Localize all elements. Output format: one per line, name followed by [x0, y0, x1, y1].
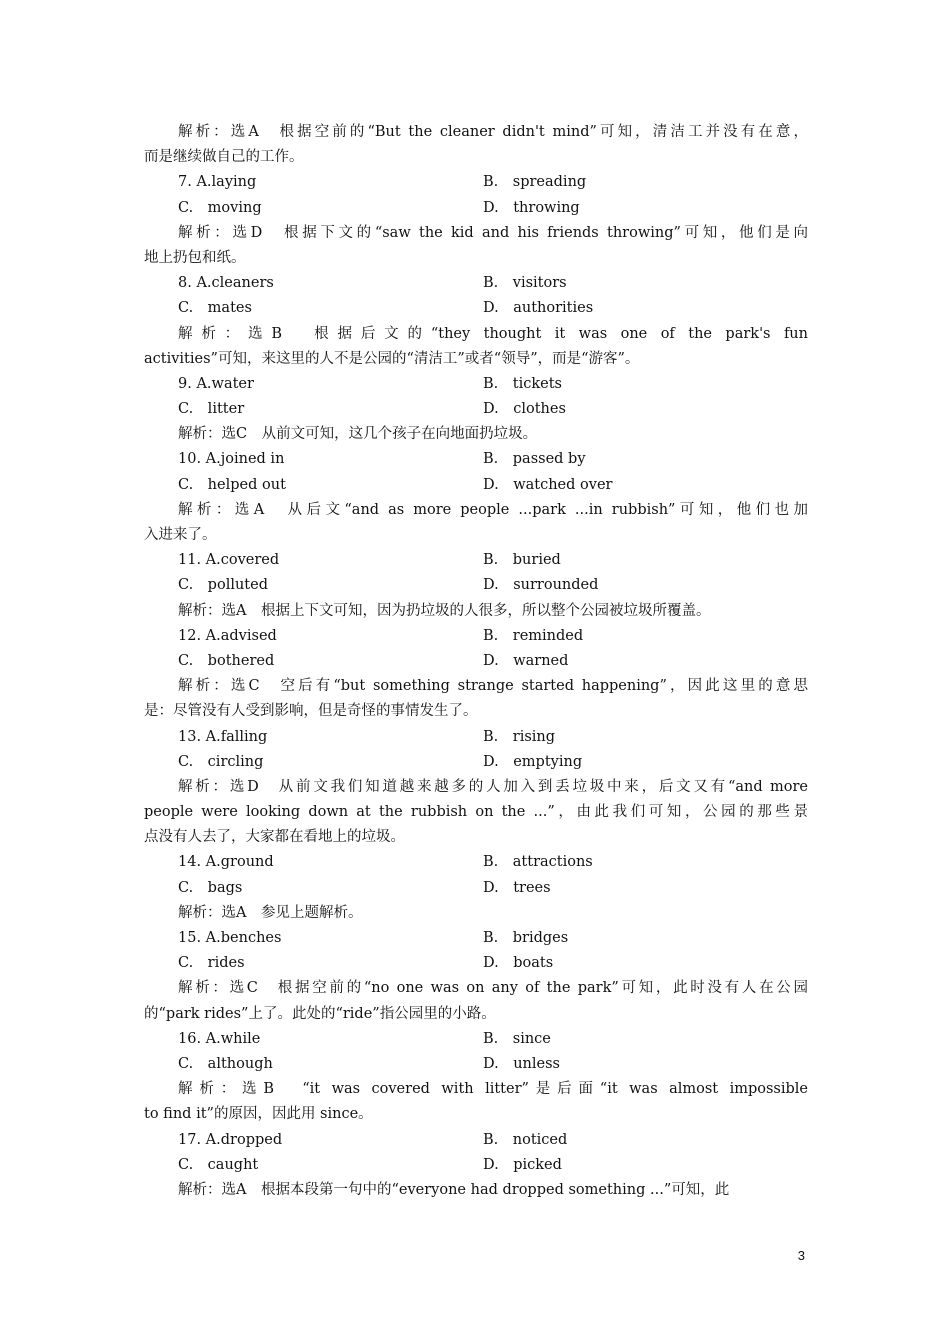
option-c: C. although: [178, 1055, 273, 1072]
explanation-line: to find it”的原因，因此用 since。: [144, 1106, 373, 1123]
option-a: A.advised: [205, 627, 277, 644]
answer-key-content: [144, 120, 808, 1203]
explanation-line: 入进来了。: [144, 527, 217, 543]
option-b: B. reminded: [483, 627, 584, 644]
option-left: [178, 372, 483, 397]
explanation-line: 解析：选B 根据后文的“they thought it was one of the park's fun: [178, 325, 808, 342]
explanation-line: 点没有人去了，大家都在看地上的垃圾。: [144, 829, 405, 846]
option-b: B. tickets: [483, 375, 562, 392]
question-options: [144, 850, 808, 900]
option-row: [144, 649, 808, 674]
explanation-line: 解析：选C 从前文可知，这几个孩子在向地面扔垃圾。: [178, 426, 538, 443]
question-number: 14.: [178, 854, 202, 871]
option-d: D. emptying: [483, 753, 583, 770]
option-a: A.joined in: [205, 451, 285, 468]
option-b: B. attractions: [483, 854, 593, 871]
explanation-line: 解析：选C 空后有“but something strange started happening”，因此这里的意思: [178, 678, 808, 695]
explanation-block: [144, 322, 808, 372]
question-number: 10.: [178, 451, 202, 468]
option-row: [144, 548, 808, 573]
option-d: D. trees: [483, 879, 551, 896]
question-number: 16.: [178, 1030, 202, 1047]
option-c: C. caught: [178, 1156, 259, 1173]
question-options: [144, 170, 808, 220]
option-a: A.ground: [205, 854, 274, 871]
question-options: [144, 271, 808, 321]
option-left: [178, 624, 483, 649]
option-left: [178, 271, 483, 296]
option-row: [144, 1153, 808, 1178]
explanation-line: people were looking down at the rubbish on the ...”，由此我们可知，公园的那些景: [144, 804, 808, 821]
option-row: [144, 573, 808, 598]
option-b: B. rising: [483, 728, 556, 745]
option-row: [144, 926, 808, 951]
option-row: [144, 750, 808, 775]
explanation-line: 地上扔包和纸。: [144, 249, 246, 266]
option-c: C. moving: [178, 199, 262, 216]
explanation-line: 解析：选A 根据本段第一句中的“everyone had dropped something ...”可知，此: [178, 1181, 730, 1198]
explanation-line: activities”可知，来这里的人不是公园的“清洁工”或者“领导”，而是“游客”。: [144, 350, 640, 367]
question-number: 11.: [178, 552, 202, 569]
question-number: 15.: [178, 930, 202, 946]
option-d: D. surrounded: [483, 577, 599, 594]
option-left: [178, 951, 483, 976]
option-c: C. polluted: [178, 577, 269, 594]
option-left: [178, 1128, 483, 1153]
explanation-block: [144, 599, 808, 624]
question-options: [144, 447, 808, 497]
option-left: [178, 850, 483, 875]
option-d: D. picked: [483, 1156, 562, 1173]
option-row: [144, 1027, 808, 1052]
option-c: C. litter: [178, 401, 245, 418]
option-left: [178, 1027, 483, 1052]
option-d: D. clothes: [483, 401, 566, 418]
question-number: 7.: [178, 174, 192, 191]
question-options: [144, 548, 808, 598]
option-b: B. passed by: [483, 451, 586, 468]
option-left: [178, 296, 483, 321]
option-row: [144, 447, 808, 472]
option-b: B. spreading: [483, 174, 587, 191]
option-a: A.water: [196, 375, 254, 392]
option-row: [144, 876, 808, 901]
option-left: [178, 1153, 483, 1178]
explanation-block: [144, 775, 808, 851]
option-a: A.benches: [205, 930, 282, 946]
option-row: [144, 397, 808, 422]
explanation-line: 解析：选A 根据空前的“But the cleaner didn't mind”可知，清洁工并没有在意，: [178, 124, 808, 140]
question-number: 17.: [178, 1131, 202, 1148]
option-a: A.falling: [205, 728, 268, 745]
option-d: D. throwing: [483, 199, 580, 216]
option-left: [178, 548, 483, 573]
option-row: [144, 951, 808, 976]
explanation-line: 解析：选A 从后文“and as more people ...park ...in rubbish”可知，他们也加: [178, 501, 808, 518]
option-b: B. since: [483, 1030, 551, 1047]
option-row: [144, 624, 808, 649]
explanation-line: 解析：选B “it was covered with litter”是后面“it was almost impossible: [178, 1081, 808, 1098]
explanation-block: [144, 221, 808, 271]
explanation-line: 解析：选D 根据下文的“saw the kid and his friends throwing”可知，他们是向: [178, 224, 808, 241]
option-b: B. buried: [483, 552, 561, 569]
option-left: [178, 196, 483, 221]
option-left: [178, 876, 483, 901]
question-number: 8.: [178, 275, 192, 292]
option-b: B. bridges: [483, 930, 569, 946]
explanation-block: [144, 498, 808, 548]
option-c: C. bothered: [178, 652, 275, 669]
option-d: D. warned: [483, 652, 569, 669]
option-left: [178, 649, 483, 674]
option-row: [144, 271, 808, 296]
explanation-line: 的“park rides”上了。此处的“ride”指公园里的小路。: [144, 1005, 496, 1022]
option-row: [144, 196, 808, 221]
option-d: D. unless: [483, 1055, 560, 1072]
option-row: [144, 850, 808, 875]
explanation-line: 解析：选D 从前文我们知道越来越多的人加入到丢垃圾中来，后文又有“and more: [178, 778, 808, 795]
option-row: [144, 1052, 808, 1077]
explanation-block: [144, 1077, 808, 1127]
option-a: A.cleaners: [196, 275, 274, 292]
option-c: C. rides: [178, 955, 245, 972]
option-c: C. mates: [178, 300, 252, 317]
option-row: [144, 296, 808, 321]
explanation-block: [144, 976, 808, 1026]
question-options: [144, 1128, 808, 1178]
question-options: [144, 624, 808, 674]
explanation-block: [144, 674, 808, 724]
option-left: [178, 926, 483, 951]
question-number: 13.: [178, 728, 202, 745]
option-row: [144, 725, 808, 750]
option-row: [144, 170, 808, 195]
option-left: [178, 397, 483, 422]
explanation-block: [144, 1178, 808, 1203]
option-left: [178, 573, 483, 598]
option-a: A.covered: [205, 552, 280, 569]
explanation-line: 解析：选A 参见上题解析。: [178, 904, 363, 921]
explanation-block: [144, 422, 808, 447]
explanation-block: [144, 120, 808, 170]
explanation-line: 而是继续做自己的工作。: [144, 149, 304, 166]
explanation-line: 是：尽管没有人受到影响，但是奇怪的事情发生了。: [144, 703, 478, 720]
question-options: [144, 926, 808, 976]
option-row: [144, 372, 808, 397]
page-number: 3: [797, 1248, 805, 1263]
option-c: C. helped out: [178, 476, 286, 493]
option-d: D. watched over: [483, 476, 613, 493]
option-left: [178, 1052, 483, 1077]
option-left: [178, 170, 483, 195]
question-options: [144, 725, 808, 775]
option-row: [144, 473, 808, 498]
option-a: A.dropped: [205, 1131, 283, 1148]
option-left: [178, 473, 483, 498]
explanation-line: 解析：选C 根据空前的“no one was on any of the park”可知，此时没有人在公园: [178, 980, 808, 997]
option-left: [178, 725, 483, 750]
option-row: [144, 1128, 808, 1153]
question-options: [144, 1027, 808, 1077]
option-c: C. bags: [178, 879, 243, 896]
question-number: 9.: [178, 375, 192, 392]
question-number: 12.: [178, 627, 202, 644]
explanation-line: 解析：选A 根据上下文可知，因为扔垃圾的人很多，所以整个公园被垃圾所覆盖。: [178, 602, 711, 619]
option-a: A.laying: [196, 174, 257, 191]
option-b: B. noticed: [483, 1131, 568, 1148]
option-left: [178, 750, 483, 775]
question-options: [144, 372, 808, 422]
option-left: [178, 447, 483, 472]
option-d: D. boats: [483, 955, 554, 972]
option-c: C. circling: [178, 753, 264, 770]
option-b: B. visitors: [483, 275, 567, 292]
option-d: D. authorities: [483, 300, 594, 317]
option-a: A.while: [205, 1030, 261, 1047]
explanation-block: [144, 901, 808, 926]
